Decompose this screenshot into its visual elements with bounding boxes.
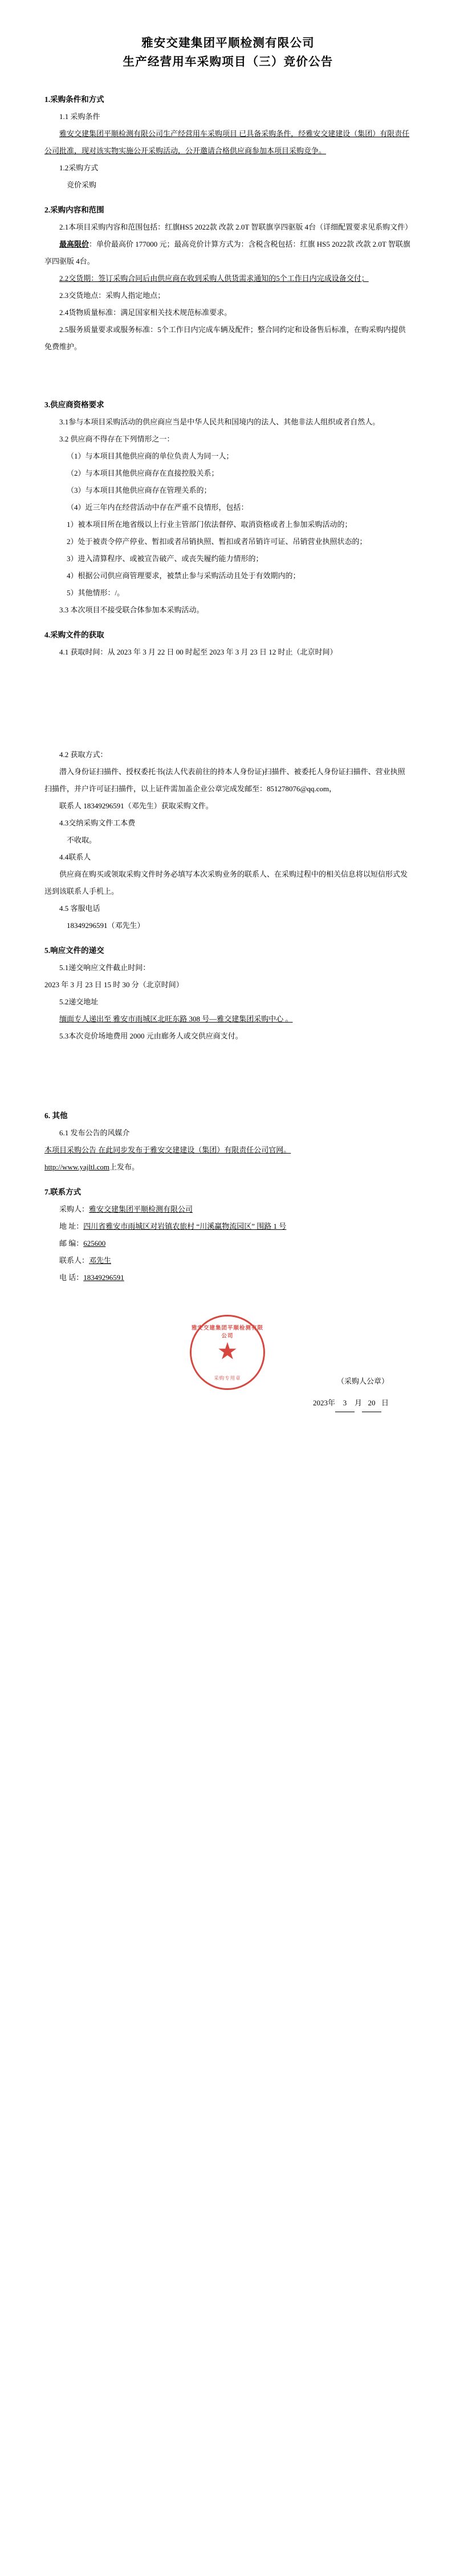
contact-person-value: 邓先生 [89,1256,112,1265]
section-2-max-price [44,236,412,270]
spacer-after-section-2 [44,355,412,389]
official-seal-icon [190,1315,265,1390]
official-website-suffix: 上发布。 [109,1163,139,1171]
section-4-4-label: 4.4联系人 [59,853,91,861]
section-1-heading: 1.采购条件和方式 [44,95,104,104]
section-1-2-paragraph: 竞价采购 [67,181,97,189]
section-6-1-paragraph: 本项目采购公告 在此同步发布于雅安交建建设（集团）有限责任公司官网。 [44,1146,291,1154]
section-4-3-label: 4.3交纳采购文件工本费 [59,819,136,827]
section-5-2-label: 5.2递交地址 [59,997,99,1006]
date-month-suffix: 月 [354,1399,362,1407]
section-4-5-label: 4.5 客服电话 [59,904,100,913]
section-3-item-1: （1）与本项目其他供应商的单位负责人为同一人； [67,452,234,460]
section-4-4-paragraph: 供应商在购买或领取采购文件时务必填写本次采购业务的联系人、在采购过程中的相关信息将以短信形式发送到该联系人手机上。 [44,870,408,896]
section-7-heading: 7.联系方式 [44,1188,82,1196]
section-1-1-paragraph: 雅安交建集团平顺检测有限公司生产经营用车采购项目 已具备采购条件，经雅安交建建设（集团）有限责任公司批准，现对该实物实施公开采购活动，公开邀请合格供应商参加本项目采购竞争。 [44,129,410,155]
contact-address-label: 地 址： [59,1222,84,1230]
contact-buyer-row [44,1201,412,1218]
contact-buyer-label: 采购人： [59,1205,89,1213]
section-3-3-paragraph: 3.3 本次项目不接受联合体参加本采购活动。 [59,606,204,614]
contact-person-label: 联系人： [59,1256,89,1265]
max-price-label: 最高限价 [59,240,89,248]
date-year: 2023 [312,1399,328,1407]
section-3-sub-item-5: 5）其他情形：/。 [67,588,125,597]
seal-bottom-text: 采购专用章 [214,1375,241,1381]
delivery-label: 2.2交货期 [59,274,91,283]
date-year-suffix: 年 [327,1399,335,1407]
signature-date-line [313,1395,389,1412]
section-4-contact-email-line: 联系人 18349296591（邓先生）获取采购文件。 [59,802,213,810]
seal-top-text: 雅安交建集团平顺检测有限公司 [192,1326,264,1339]
title-line-1: 雅安交建集团平顺检测有限公司 [141,37,315,50]
contact-address-row [44,1218,412,1235]
section-3-heading: 3.供应商资格要求 [44,400,104,409]
section-4-3-paragraph: 不收取。 [67,836,97,844]
contact-address-value: 四川省雅安市雨城区对岩镇农旅村 “川溪赢物流园区” 围路 1 号 [83,1222,287,1230]
section-1-2-label: 1.2采购方式 [59,163,99,172]
section-3-item-3: （3）与本项目其他供应商存在管理关系的； [67,486,211,494]
section-3-sub-item-1: 1）被本项目所在地省级以上行业主管部门依法督停、取消资格或者上参加采购活动的； [67,520,352,529]
signature-org-line: （采购人公章） [336,1377,389,1385]
section-6-heading: 6. 其他 [44,1111,68,1120]
section-3-item-4: （4）近三年内在经营活动中存在严重不良情形，包括： [67,503,249,512]
section-5-2-address: 缅面专人递出至 雅安市雨城区北旺东路 308 号—雅交建集团采购中心 。 [59,1015,293,1023]
delivery-text: ：签订采购合同后由供应商在收到采购人供货需求通知的5个工作日内完成设备交付； [91,274,369,283]
section-2-heading: 2.采购内容和范围 [44,206,104,214]
contact-person-row [44,1252,412,1269]
date-day: 20 [362,1395,381,1412]
section-3-sub-item-4: 4）根据公司供应商管理要求，被禁止参与采购活动且处于有效期内的； [67,571,300,580]
contact-zip-row [44,1235,412,1252]
contact-tel-label: 电 话： [59,1273,84,1282]
section-3-2-paragraph: 3.2 供应商不得存在下列情形之一： [59,435,174,443]
contact-tel-row [44,1269,412,1286]
section-3-1-paragraph: 3.1参与本项目采购活动的供应商应当是中华人民共和国境内的法人、其他非法人组织或者自然人。 [59,418,380,426]
spacer-mid-section-4 [44,661,412,746]
contact-tel-value: 18349296591 [83,1273,124,1282]
section-5-1-time: 2023 年 3 月 23 日 15 时 30 分（北京时间） [44,980,184,989]
spacer-before-section-6 [44,1045,412,1099]
section-6-1-label: 6.1 发布公告的风媒介 [59,1128,130,1137]
contact-buyer-value: 雅安交建集团平顺检测有限公司 [89,1205,193,1213]
section-2-1-paragraph: 2.1本项目采购内容和范围包括：红旗HS5 2022款 改款 2.0T 智联旗享四驱版 4台（详细配置要求见系购文件） [59,223,413,231]
official-website-link[interactable]: http://www.yajltl.com [44,1163,109,1171]
title-line-2: 生产经营用车采购项目（三）竞价公告 [123,56,333,68]
max-price-text: ：单价最高价 177000 元；最高竞价计算方式为：含税含税包括：红旗 HS5 2022款 改款 2.0T 智联旗享四驱版 4台。 [44,240,410,265]
section-5-3-paragraph: 5.3本次竞价场地费用 2000 元由廊务人或交供应商支付。 [59,1032,243,1040]
section-2-delivery [44,270,412,287]
section-5-heading: 5.响应文件的递交 [44,946,104,955]
signature-area [44,1309,412,1440]
section-2-3-paragraph: 2.3交货地点：采购人指定地点； [59,291,165,300]
section-4-5-phone: 18349296591（邓先生） [67,921,145,930]
section-4-heading: 4.采购文件的获取 [44,631,104,639]
section-4-1-paragraph: 4.1 获取时间：从 2023 年 3 月 22 日 00 时起至 2023 年 3 月 23 日 12 时止（北京时间） [59,648,337,656]
date-month: 3 [335,1395,355,1412]
section-4-2-paragraph: 潜入身份证扫描件、授权委托书(法人代表前往的持本人身份证)扫描件、被委托人身份证扫描件、营业执照扫描件，并户许可证扫描件，以上证件需加盖企业公章完成发邮至：851278076@qq.com， [44,767,405,793]
section-2-4-paragraph: 2.4货物质量标准：满足国家相关技术规范标准要求。 [59,308,232,317]
section-4-2-label: 4.2 获取方式： [59,750,108,759]
contact-zip-value: 625600 [83,1239,106,1248]
section-3-sub-item-2: 2）处于被责令停产停业、暂扣或者吊销执照、暂扣或者吊销许可证、吊销营业执照状态的； [67,537,367,546]
section-3-sub-item-3: 3）进入清算程序、或被宣告破产、或丧失履约能力情形的； [67,554,263,563]
date-day-suffix: 日 [381,1399,389,1407]
section-2-5-paragraph: 2.5服务质量要求或服务标准：5个工作日内完成车辆及配件；整合同约定和设备售后标准，在购采购内提供免费维护。 [44,325,406,351]
document-title [44,34,412,72]
seal-star-icon: ★ [218,1342,237,1363]
section-3-item-2: （2）与本项目其他供应商存在直接控股关系； [67,469,219,477]
contact-zip-label: 邮 编： [59,1239,84,1248]
section-6-1-link-line [44,1159,412,1176]
section-5-1-label: 5.1递交响应文件截止时间： [59,963,150,972]
section-1-1-label: 1.1 采购条件 [59,112,100,121]
